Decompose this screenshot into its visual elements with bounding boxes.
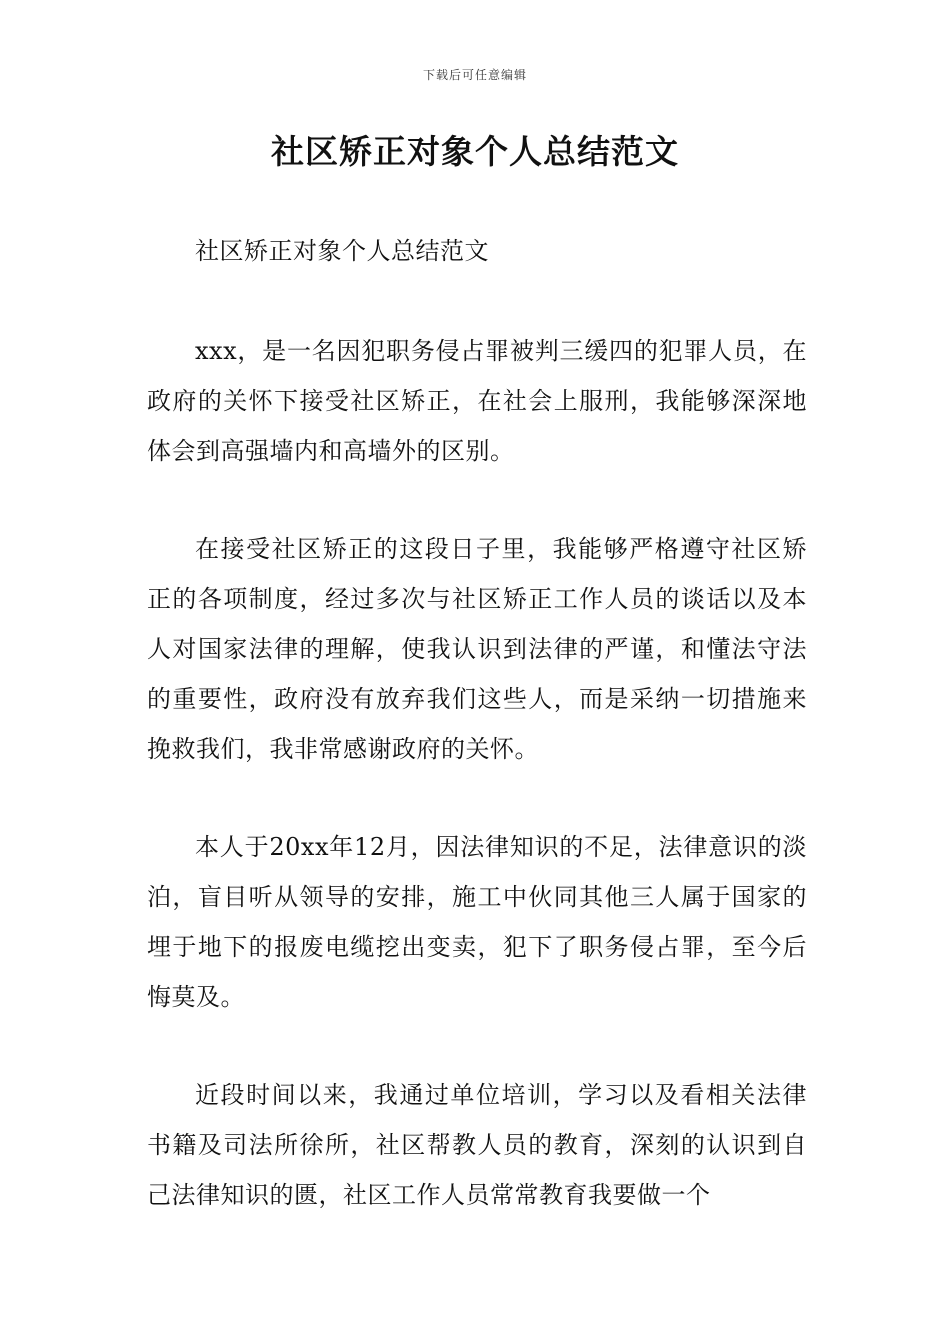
document-title: 社区矫正对象个人总结范文 <box>271 132 679 171</box>
document-body <box>147 226 807 1268</box>
subtitle-paragraph: 社区矫正对象个人总结范文 <box>195 237 489 265</box>
body-paragraph-1: xxx，是一名因犯职务侵占罪被判三缓四的犯罪人员，在政府的关怀下接受社区矫正，在社会上服刑，我能够深深地体会到高强墙内和高墙外的区别。 <box>147 337 807 465</box>
body-paragraph-4: 近段时间以来，我通过单位培训，学习以及看相关法律书籍及司法所徐所，社区帮教人员的教育，深刻的认识到自己法律知识的匮，社区工作人员常常教育我要做一个 <box>147 1081 807 1209</box>
body-paragraph-2: 在接受社区矫正的这段日子里，我能够严格遵守社区矫正的各项制度，经过多次与社区矫正工作人员的谈话以及本人对国家法律的理解，使我认识到法律的严谨，和懂法守法的重要性，政府没有放弃我们这些人，而是采纳一切措施来挽救我们，我非常感谢政府的关怀。 <box>147 535 807 763</box>
header-note: 下载后可任意编辑 <box>422 68 527 82</box>
body-paragraph-3: 本人于20xx年12月，因法律知识的不足，法律意识的淡泊，盲目听从领导的安排，施工中伙同其他三人属于国家的埋于地下的报废电缆挖出变卖，犯下了职务侵占罪，至今后悔莫及。 <box>147 833 807 1011</box>
